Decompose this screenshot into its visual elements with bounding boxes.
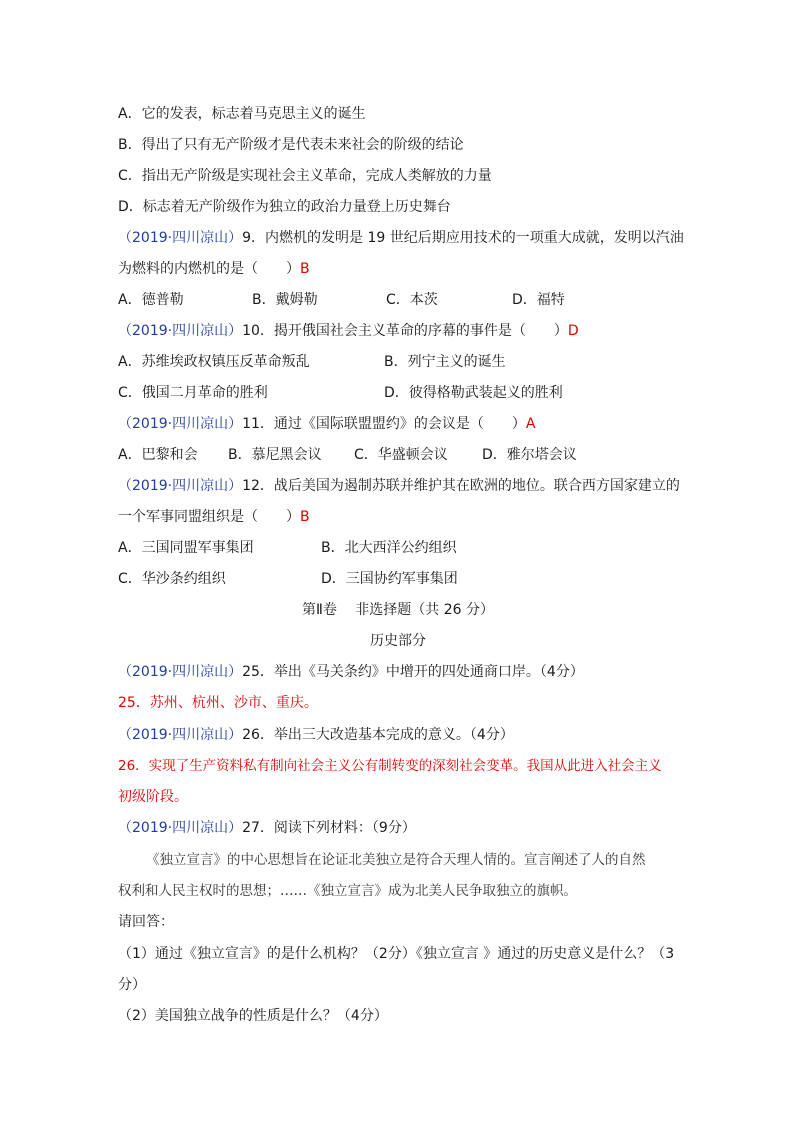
question-stem: 11．通过《国际联盟盟约》的会议是（ ） (242, 416, 526, 432)
q8-option-b: B．得出了只有无产阶级才是代表未来社会的阶级的结论 (118, 137, 464, 153)
option: B．北大西洋公约组织 (321, 540, 457, 556)
q9-stem-line1 (118, 228, 684, 248)
q8-option-c: C．指出无产阶级是实现社会主义革命，完成人类解放的力量 (118, 168, 492, 184)
q25-answer: 25．苏州、杭州、沙市、重庆。 (118, 695, 318, 711)
q11-stem (118, 414, 678, 434)
q10-options-row1 (118, 352, 678, 372)
q9-stem-line2 (118, 259, 678, 279)
section-title: 第Ⅱ卷 非选择题（共 26 分） (301, 602, 495, 618)
question-stem: 一个军事同盟组织是（ ） (118, 509, 300, 525)
answer-key: A (525, 416, 536, 432)
q27-prompt: 请回答： (118, 914, 174, 930)
option: A．三国同盟军事集团 (118, 540, 254, 556)
q12-options-row1 (118, 538, 678, 558)
question-source: （2019·四川凉山） (118, 416, 243, 432)
q10-options-row2 (118, 383, 678, 403)
question-source: （2019·四川凉山） (118, 478, 243, 494)
question-source: （2019·四川凉山） (118, 727, 243, 743)
q27-sub1-line2: 分） (118, 977, 146, 993)
question-source: （2019·四川凉山） (118, 820, 243, 836)
question-source: （2019·四川凉山） (118, 323, 243, 339)
q12-stem-line2 (118, 507, 678, 527)
option: D．彼得格勒武装起义的胜利 (384, 385, 563, 401)
option: C．本茨 (386, 292, 438, 308)
question-stem: 10．揭开俄国社会主义革命的序幕的事件是（ ） (242, 323, 568, 339)
option: A．德普勒 (118, 292, 184, 308)
option: A．苏维埃政权镇压反革命叛乱 (118, 354, 310, 370)
question-source: （2019·四川凉山） (118, 664, 243, 680)
option: C．华盛顿会议 (354, 447, 448, 463)
q27-material-line2: 权利和人民主权时的思想；……《独立宣言》成为北美人民争取独立的旗帜。 (118, 883, 577, 899)
option: D．福特 (512, 292, 565, 308)
q27-material-line1: 《独立宣言》的中心思想旨在论证北美独立是符合天理人情的。宣言阐述了人的自然 (146, 852, 646, 868)
q10-stem (118, 321, 678, 341)
q8-option-a: A．它的发表，标志着马克思主义的诞生 (118, 106, 366, 122)
question-stem: 9．内燃机的发明是 19 世纪后期应用技术的一项重大成就，发明以汽油 (242, 230, 684, 246)
q26-stem (118, 725, 678, 745)
option: C．华沙条约组织 (118, 571, 226, 587)
q25-stem (118, 662, 678, 682)
q12-stem-line1 (118, 476, 678, 496)
q26-answer-line2: 初级阶段。 (118, 789, 188, 805)
answer-key: B (300, 509, 310, 525)
option: D．雅尔塔会议 (482, 447, 577, 463)
option: B．列宁主义的诞生 (384, 354, 506, 370)
option: C．俄国二月革命的胜利 (118, 385, 268, 401)
q27-sub1-line1: （1）通过《独立宣言》的是什么机构？（2分）《独立宣言 》通过的历史意义是什么？（3 (118, 946, 675, 962)
option: B．慕尼黑会议 (228, 447, 322, 463)
question-stem: 27．阅读下列材料：（9分） (242, 820, 416, 836)
question-stem: 12．战后美国为遏制苏联并维护其在欧洲的地位。联合西方国家建立的 (242, 478, 680, 494)
question-stem: 25．举出《马关条约》中增开的四处通商口岸。（4分） (242, 664, 584, 680)
option: B．戴姆勒 (252, 292, 318, 308)
q26-answer-line1: 26．实现了生产资料私有制向社会主义公有制转变的深刻社会变革。我国从此进入社会主义 (118, 758, 662, 774)
q9-options (118, 290, 678, 310)
q27-sub2: （2）美国独立战争的性质是什么？（4分） (118, 1008, 388, 1024)
q27-stem (118, 818, 678, 838)
question-stem: 26．举出三大改造基本完成的意义。（4分） (242, 727, 514, 743)
q12-options-row2 (118, 569, 678, 589)
q8-option-d: D．标志着无产阶级作为独立的政治力量登上历史舞台 (118, 199, 451, 215)
q11-options (118, 445, 678, 465)
question-source: （2019·四川凉山） (118, 230, 243, 246)
option: D．三国协约军事集团 (321, 571, 458, 587)
question-stem: 为燃料的内燃机的是（ ） (118, 261, 300, 277)
answer-key: B (300, 261, 310, 277)
option: A．巴黎和会 (118, 447, 198, 463)
section-subtitle: 历史部分 (370, 633, 426, 649)
answer-key: D (567, 323, 579, 339)
